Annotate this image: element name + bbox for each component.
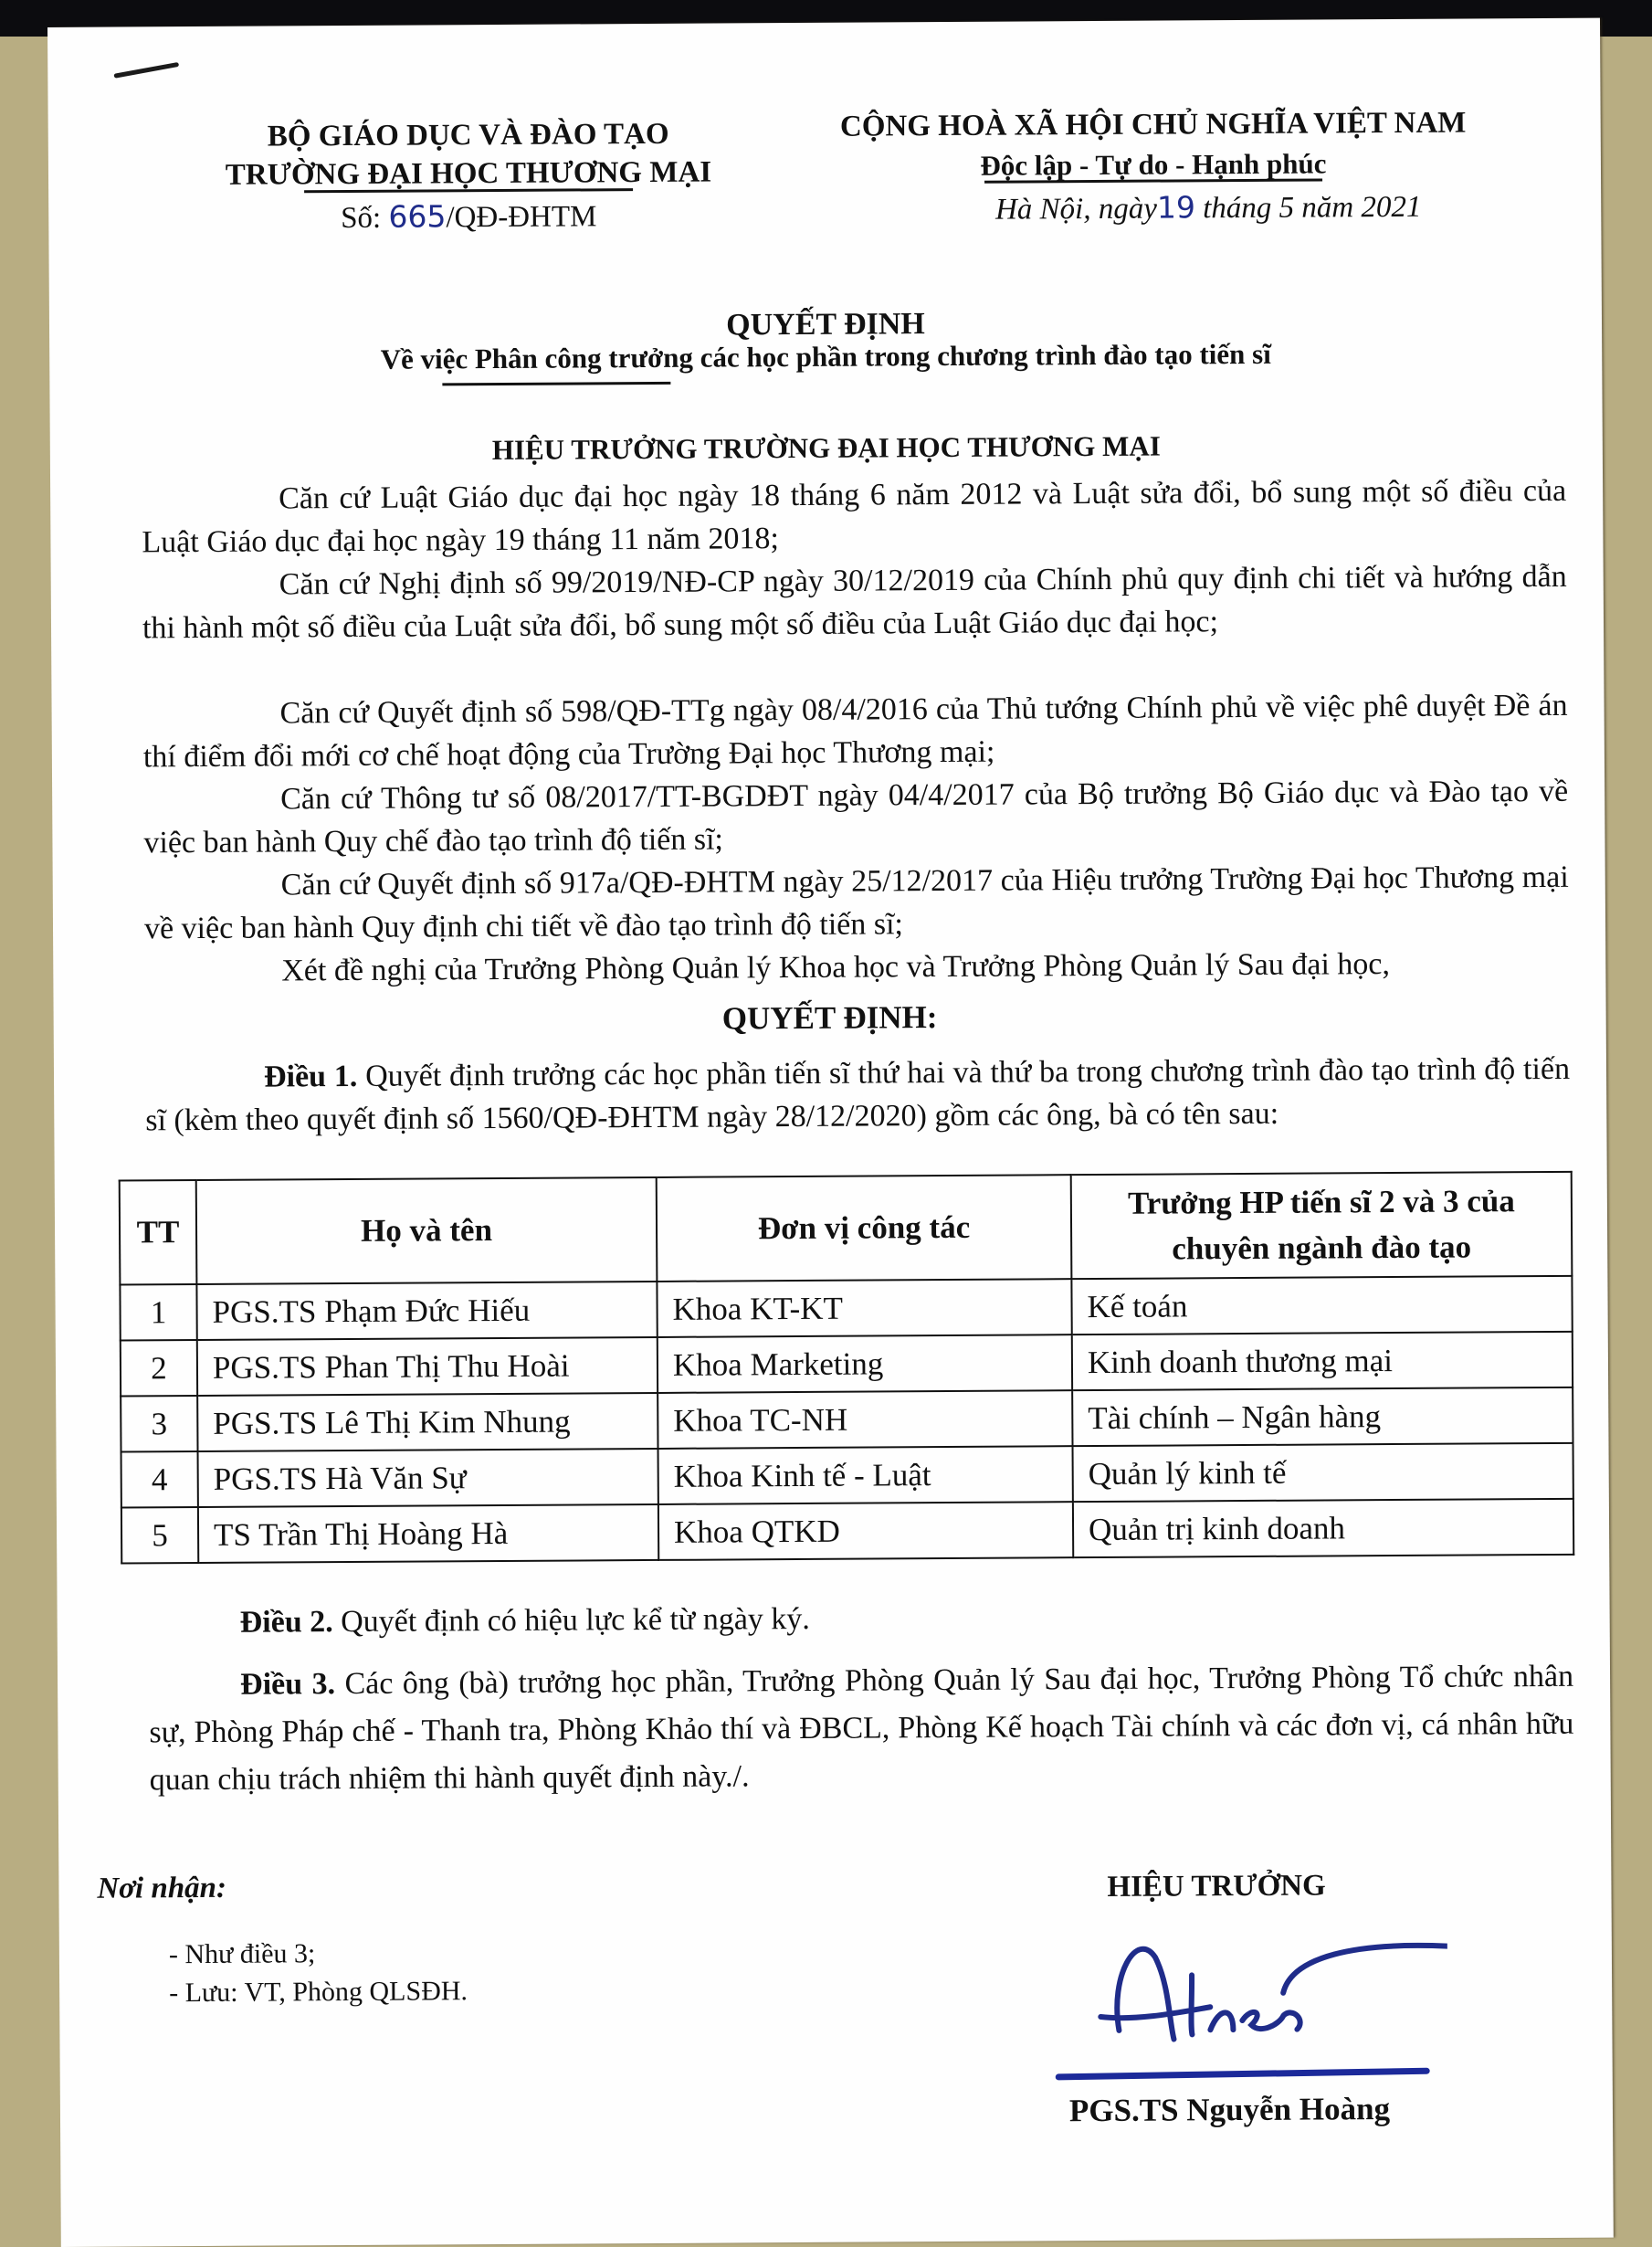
article-2	[149, 1593, 1573, 1645]
header-name: Họ và tên	[196, 1177, 658, 1284]
article-1	[145, 1048, 1571, 1143]
table-header-row	[120, 1172, 1573, 1285]
recipient-item: - Lưu: VT, Phòng QLSĐH.	[169, 1976, 468, 2009]
header-tt: TT	[120, 1180, 197, 1285]
issuer-block	[176, 114, 762, 238]
article-2-label: Điều 2.	[239, 1605, 333, 1640]
row-name: TS Trần Thị Hoàng Hà	[198, 1504, 658, 1563]
members-table	[119, 1171, 1575, 1565]
ministry-name: BỘ GIÁO DỤC VÀ ĐÀO TẠO	[267, 117, 669, 153]
preamble-6: Xét đề nghị của Trưởng Phòng Quản lý Khoa học và Trưởng Phòng Quản lý Sau đại học,	[281, 947, 1391, 988]
row-major: Kinh doanh thương mại	[1072, 1332, 1573, 1390]
document-page	[47, 18, 1614, 2247]
article-1-label: Điều 1.	[263, 1059, 358, 1094]
recipients-label: Nơi nhận:	[97, 1871, 227, 1905]
row-tt: 2	[121, 1340, 197, 1397]
date-prefix: Hà Nội, ngày	[994, 192, 1158, 227]
table-row	[121, 1332, 1573, 1397]
national-header	[797, 102, 1510, 231]
country-name: CỘNG HOÀ XÃ HỘI CHỦ NGHĨA VIỆT NAM	[839, 106, 1467, 143]
decision-subject: Về việc Phân công trưởng các học phần trong chương trình đào tạo tiến sĩ	[380, 337, 1271, 375]
signer-name: PGS.TS Nguyễn Hoàng	[1068, 2091, 1391, 2129]
table-row	[121, 1443, 1573, 1508]
row-name: PGS.TS Hà Văn Sự	[198, 1449, 658, 1507]
article-3-label: Điều 3.	[239, 1667, 336, 1702]
row-unit: Khoa Marketing	[658, 1334, 1072, 1393]
preamble-3: Căn cứ Quyết định số 598/QĐ-TTg ngày 08/4/2016 của Thủ tướng Chính phủ về việc phê duyệt Đề án thí điểm đổi mới cơ chế hoạt động của Trường Đại học Thương mại;	[142, 688, 1568, 775]
national-motto: Độc lập - Tự do - Hạnh phúc	[980, 147, 1327, 182]
document-number	[176, 195, 761, 238]
row-unit: Khoa Kinh tế - Luật	[658, 1446, 1073, 1504]
preamble-4: Căn cứ Thông tư số 08/2017/TT-BGDĐT ngày 04/4/2017 của Bộ trưởng Bộ Giáo dục và Đào tạo về việc ban hành Quy chế đào tạo trình độ tiến sĩ;	[143, 774, 1569, 860]
row-name: PGS.TS Lê Thị Kim Nhung	[197, 1393, 658, 1451]
row-major: Quản lý kinh tế	[1073, 1443, 1573, 1502]
preamble-2: Căn cứ Nghị định số 99/2019/NĐ-CP ngày 30/12/2019 của Chính phủ quy định chi tiết và hướng dẫn thi hành một số điều của Luật sửa đổi, bổ sung một số điều của Luật Giáo dục đại học;	[142, 559, 1567, 646]
university-name: TRƯỜNG ĐẠI HỌC THƯƠNG MẠI	[225, 155, 712, 192]
table-row	[121, 1387, 1573, 1452]
subject-underline	[442, 382, 670, 386]
row-unit: Khoa QTKD	[658, 1502, 1073, 1560]
issue-date	[797, 185, 1510, 231]
article-2-text: Quyết định có hiệu lực kể từ ngày ký.	[332, 1601, 810, 1640]
issuing-authority: HIỆU TRƯỞNG TRƯỜNG ĐẠI HỌC THƯƠNG MẠI	[491, 429, 1161, 467]
row-major: Tài chính – Ngân hàng	[1072, 1387, 1573, 1446]
row-major: Kế toán	[1071, 1276, 1572, 1334]
doc-number-suffix: /QĐ-ĐHTM	[446, 200, 597, 235]
header-unit: Đơn vị công tác	[657, 1175, 1072, 1282]
recipients-list	[169, 1934, 468, 2012]
date-day-handwritten: 19	[1156, 189, 1196, 226]
article-3	[149, 1653, 1574, 1805]
row-unit: Khoa TC-NH	[658, 1390, 1072, 1449]
row-name: PGS.TS Phan Thị Thu Hoài	[197, 1337, 658, 1396]
article-3-text: Các ông (bà) trưởng học phần, Trưởng Phòng Quản lý Sau đại học, Trưởng Phòng Tổ chức nhân sự, Phòng Pháp chế - Thanh tra, Phòng Khảo thí và ĐBCL, Phòng Kế hoạch Tài chính và các đơn vị, cá nhân hữu quan chịu trách nhiệm thi hành quyết định này./.	[149, 1659, 1574, 1798]
row-unit: Khoa KT-KT	[657, 1279, 1071, 1337]
row-tt: 3	[121, 1396, 197, 1452]
row-tt: 1	[120, 1284, 196, 1341]
row-name: PGS.TS Phạm Đức Hiếu	[196, 1282, 657, 1340]
staple-mark	[113, 62, 179, 79]
handwritten-signature	[1082, 1919, 1448, 2058]
preamble-1: Căn cứ Luật Giáo dục đại học ngày 18 tháng 6 năm 2012 và Luật sửa đổi, bổ sung một số điều của Luật Giáo dục đại học ngày 19 tháng 11 năm 2018;	[142, 473, 1567, 560]
signature-underline	[1056, 2068, 1430, 2081]
recipient-item: - Như điều 3;	[168, 1938, 316, 1970]
decision-heading: QUYẾT ĐỊNH:	[721, 999, 938, 1037]
doc-number-handwritten: 665	[388, 198, 447, 235]
article-1-text: Quyết định trưởng các học phần tiến sĩ thứ hai và thứ ba trong chương trình đào tạo trình độ tiến sĩ (kèm theo quyết định số 1560/QĐ-ĐHTM ngày 28/12/2020) gồm các ông, bà có tên sau:	[145, 1051, 1571, 1138]
header-major: Trưởng HP tiến sĩ 2 và 3 của chuyên ngành đào tạo	[1071, 1172, 1573, 1279]
row-tt: 5	[121, 1507, 198, 1564]
row-tt: 4	[121, 1451, 198, 1508]
table-row	[120, 1276, 1572, 1341]
table-row	[121, 1499, 1573, 1564]
preamble-5: Căn cứ Quyết định số 917a/QĐ-ĐHTM ngày 25/12/2017 của Hiệu trưởng Trường Đại học Thương mại về việc ban hành Quy định chi tiết về đào tạo trình độ tiến sĩ;	[143, 860, 1569, 946]
decision-title: QUYẾT ĐỊNH	[726, 307, 925, 343]
date-suffix: tháng 5 năm 2021	[1194, 190, 1422, 226]
row-major: Quản trị kinh doanh	[1073, 1499, 1573, 1557]
signer-title: HIỆU TRƯỞNG	[1107, 1869, 1326, 1904]
doc-number-prefix: Số:	[341, 201, 389, 236]
